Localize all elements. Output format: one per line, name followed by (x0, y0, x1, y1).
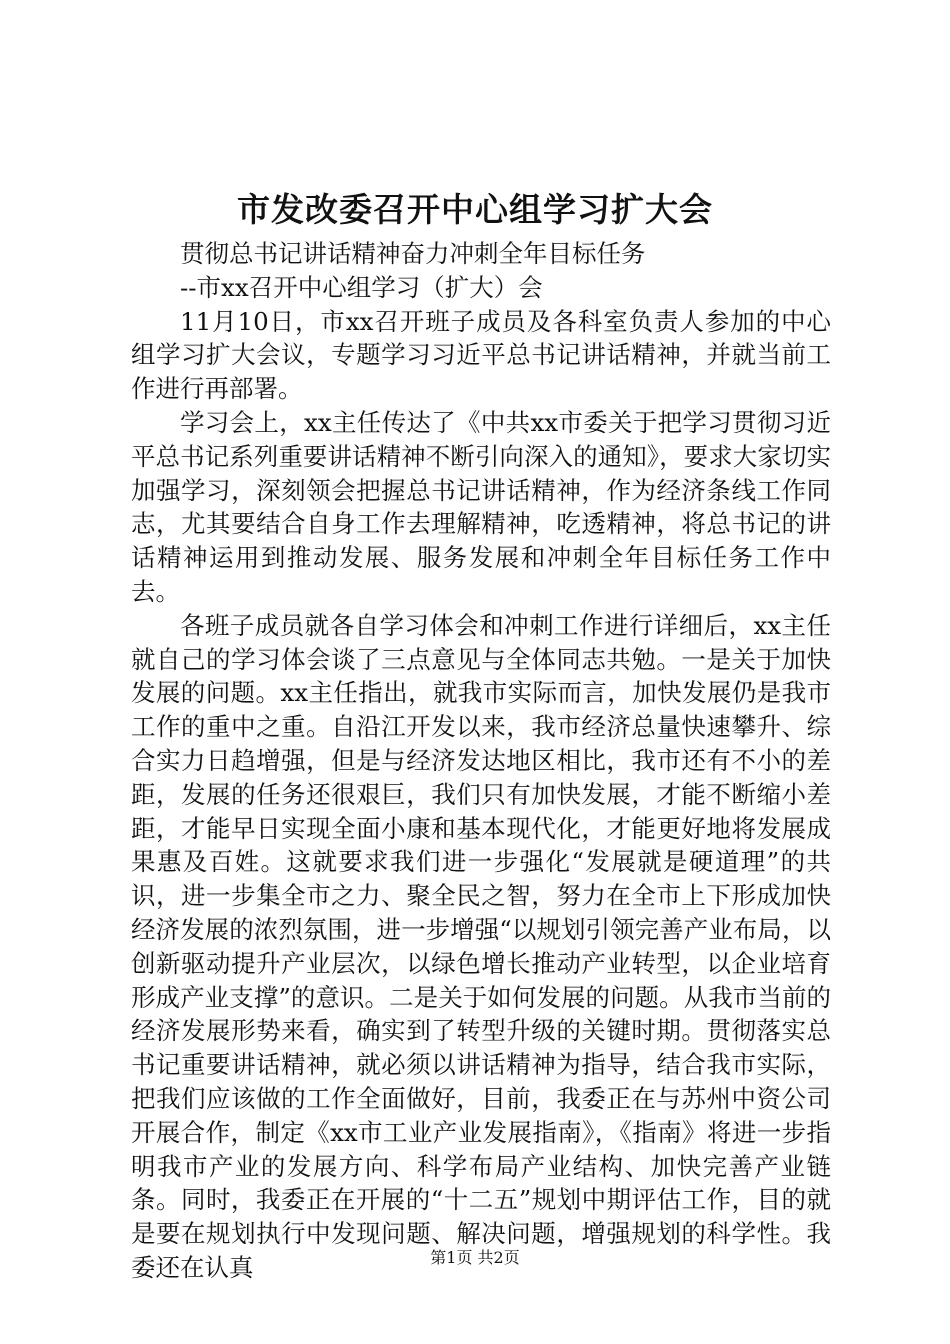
document-subtitle: 贯彻总书记讲话精神奋力冲刺全年目标任务 (180, 239, 646, 268)
document-byline: --市xx召开中心组学习（扩大）会 (180, 272, 543, 302)
document-body (131, 237, 831, 1285)
paragraph-2: 学习会上，xx主任传达了《中共xx市委关于把学习贯彻习近平总书记系列重要讲话精神不断引向深入的通知》，要求大家切实加强学习，深刻领会把握总书记讲话精神，作为经济条线工作同志，尤其要结合自身工作去理解精神，吃透精神，将总书记的讲话精神运用到推动发展、服务发展和冲刺全年目标任务工作中去。 (131, 407, 831, 606)
page-footer: 第1页 共2页 (430, 1248, 520, 1267)
paragraph-1: 11月10日，市xx召开班子成员及各科室负责人参加的中心组学习扩大会议，专题学习习近平总书记讲话精神，并就当前工作进行再部署。 (131, 306, 831, 404)
document-title: 市发改委召开中心组学习扩大会 (237, 190, 713, 229)
paragraph-3: 各班子成员就各自学习体会和冲刺工作进行详细后，xx主任就自己的学习体会谈了三点意见与全体同志共勉。一是关于加快发展的问题。xx主任指出，就我市实际而言，加快发展仍是我市工作的重中之重。自沿江开发以来，我市经济总量快速攀升、综合实力日趋增强，但是与经济发达地区相比，我市还有不小的差距，发展的任务还很艰巨，我们只有加快发展，才能不断缩小差距，才能早日实现全面小康和基本现代化，才能更好地将发展成果惠及百姓。这就要求我们进一步强化“发展就是硬道理”的共识，进一步集全市之力、聚全民之智，努力在全市上下形成加快经济发展的浓烈氛围，进一步增强“以规划引领完善产业布局，以创新驱动提升产业层次，以绿色增长推动产业转型，以企业培育形成产业支撑”的意识。二是关于如何发展的问题。从我市当前的经济发展形势来看，确实到了转型升级的关键时期。贯彻落实总书记重要讲话精神，就必须以讲话精神为指导，结合我市实际，把我们应该做的工作全面做好，目前，我委正在与苏州中资公司开展合作，制定《xx市工业产业发展指南》，《指南》将进一步指明我市产业的发展方向、科学布局产业结构、加快完善产业链条。同时，我委正在开展的“十二五”规划中期评估工作，目的就是要在规划执行中发现问题、解决问题，增强规划的科学性。我委还在认真 (131, 610, 831, 1282)
